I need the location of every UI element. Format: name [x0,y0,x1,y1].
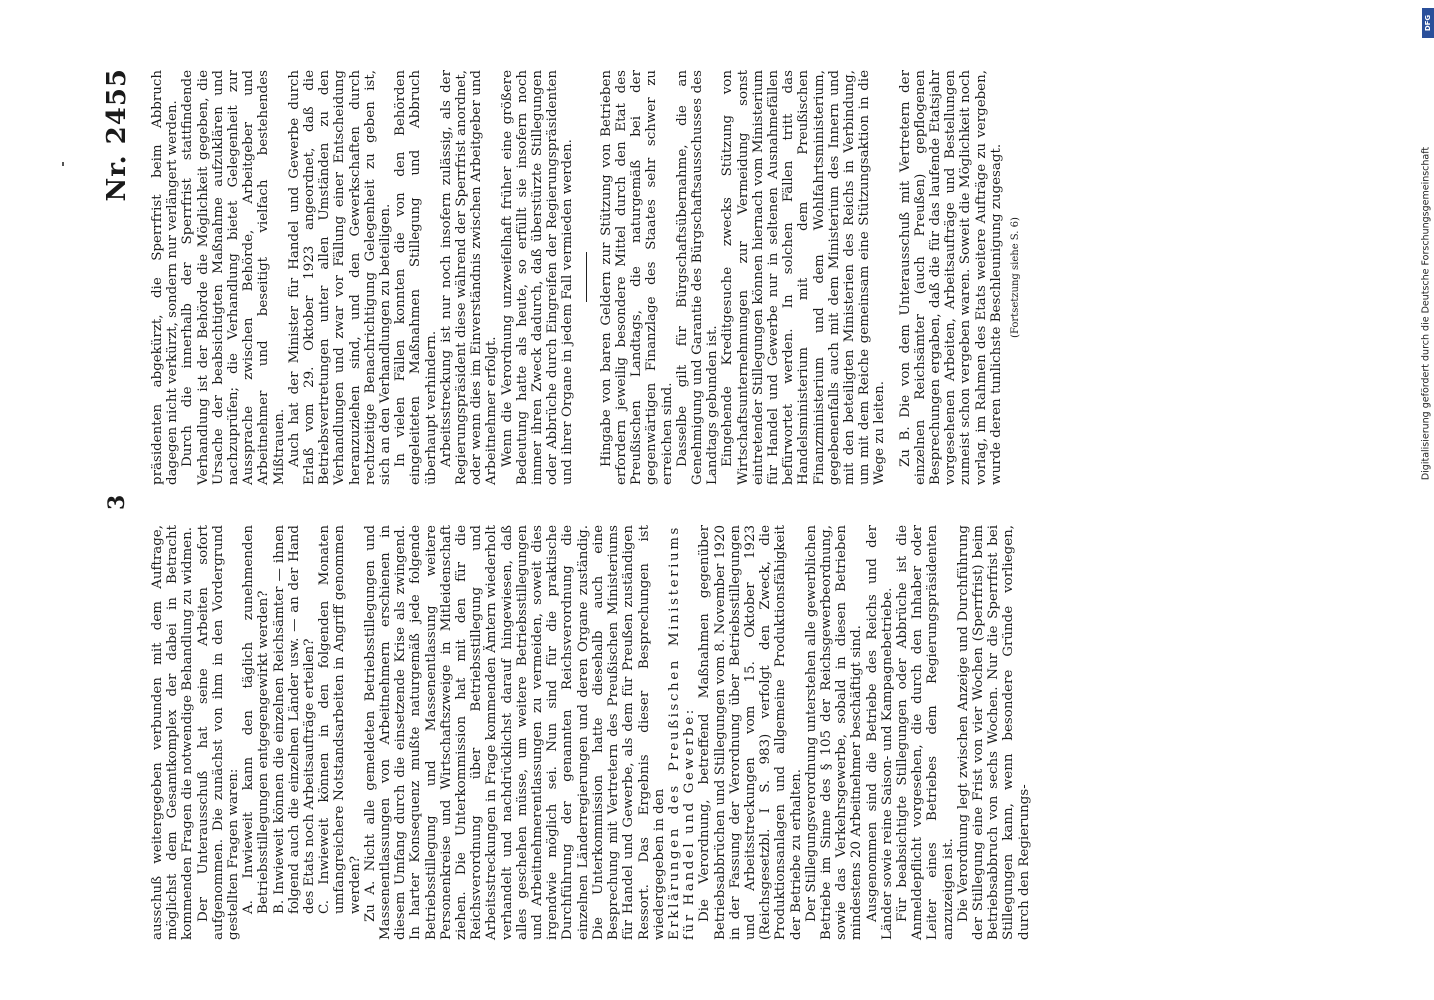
dfg-logo-text: DFG [1424,14,1432,32]
paragraph: Der Stillegungsverordnung unterstehen alle gewerblichen Betriebe im Sinne des § 105 der Reichsgewerbeordnung, sowie das Verkehrsgewerbe, sobald in diesen Betrieben mindestens 20 Arbeitnehmer beschäftigt sind. [803,525,865,940]
paragraph: In vielen Fällen konnten die von den Behörden eingeleiteten Maßnahmen Stillegung und Abbruch überhaupt verhindern. [393,70,439,485]
paragraph: Zu B. Die von dem Unterausschuß mit Vertretern der einzelnen Reichsämter (auch Preußen) gepflogenen Besprechungen ergaben, daß die für das laufende Etatsjahr vorgesehenen Arbeiten, Arbeitsaufträge und Bestellungen zumeist schon vergeben waren. Soweit die Möglichkeit noch vorlag, im Rahmen des Etats weitere Aufträge zu vergeben, wurde deren tunlichste Beschleunigung zugesagt. [897,70,1004,485]
paragraph: Die Verordnung, betreffend Maßnahmen gegenüber Betriebsabbrüchen und Stillegungen vom 8. November 1920 in der Fassung der Verordnung über Betriebsstillegungen und Arbeitsstreckungen vom 15. Oktober 1923 (Reichsgesetzbl. I S. 983) verfolgt den Zweck, die Produktionsanlagen und allgemeine Produktionsfähigkeit der Betriebe zu erhalten. [697,525,804,940]
paragraph: Durch die innerhalb der Sperrfrist stattfindende Verhandlung ist der Behörde die Möglichkeit gegeben, die Ursache der beabsichtigten Maßnahme aufzuklären und nachzuprüfen; die Verhandlung bietet Gelegenheit zur Aussprache zwischen Behörde, Arbeitgeber und Arbeitnehmer und beseitigt vielfach bestehendes Mißtrauen. [180,70,287,485]
paragraph: Wenn die Verordnung unzweifelhaft früher eine größere Bedeutung hatte als heute, so erfüllt sie insofern noch immer ihren Zweck dadurch, daß überstürzte Stillegungen oder Abbrüche durch Eingreifen der Regierungspräsidenten und ihrer Organe in jedem Fall vermieden werden. [499,70,576,485]
question-b: B. Inwieweit können die einzelnen Reichsämter — ihnen folgend auch die einzelnen Länder usw. — an der Hand des Etats noch Arbeitsaufträge erteilen? [271,525,318,914]
paragraph: Hingabe von baren Geldern zur Stützung von Betrieben erfordern jeweilig besondere Mittel durch den Etat des Preußischen Landtags, die naturgemäß bei der gegenwärtigen Finanzlage des Staates sehr schwer zu erreichen sind. [598,70,675,485]
paragraph: Arbeitsstreckung ist nur noch insofern zulässig, als der Regierungspräsident diese während der Sperrfrist anordnet, oder wenn dies im Einverständnis zwischen Arbeitgeber und Arbeitnehmer erfolgt. [438,70,500,485]
paragraph: Dasselbe gilt für Bürgschaftsübernahme, die an Genehmigung und Garantie des Bürgschaftsausschusses des Landtags gebunden ist. [674,70,721,485]
rotated-document-page [102,60,1332,940]
page-number: 3 [104,494,130,510]
question-c: C. Inwieweit können in den folgenden Monaten umfangreichere Notstandsarbeiten in Angriff genommen werden? [317,525,363,914]
page-header [102,60,142,940]
digitization-credit-text: Digitalisierung gefördert durch die Deutsche Forschungsgemeinschaft [1420,146,1432,481]
digitization-credit [1419,8,1433,992]
right-column [150,70,1023,485]
paragraph: Zu A. Nicht alle gemeldeten Betriebsstillegungen und Massenentlassungen von Arbeitnehmern erschienen in diesem Umfang durch die einsetzende Krise als zwingend. In harter Konsequenz mußte naturgemäß jede folgende Betriebsstillegung und Massenentlassung weitere Personenkreise und Wirtschaftszweige in Mitleidenschaft ziehen. Die Unterkommission hat mit den für die Reichsverordnung über Betriebsstillegung und Arbeitsstreckungen in Frage kommenden Ämtern wiederholt verhandelt und nachdrücklichst darauf hingewiesen, daß alles geschehen müsse, um weitere Betriebsstillegungen und Arbeitnehmerentlassungen zu vermeiden, soweit dies irgendwie möglich sei. Nun sind für die praktische Durchführung der genannten Reichsverordnung die einzelnen Länderregierungen und deren Organe zuständig. Die Unterkommission hatte diesehalb auch eine Besprechung mit Vertretern des Preußischen Ministeriums für Handel und Gewerbe, als dem für Preußen zuständigen Ressort. Das Ergebnis dieser Besprechungen ist wiedergegeben in den [362,525,667,940]
continued-note: (Fortsetzung siehe S. 6) [1009,217,1021,338]
paragraph: Eingehende Kreditgesuche zwecks Stützung von Wirtschaftsunternehmungen zur Vermeidung sonst eintretender Stillegungen können hiernach vom Ministerium für Handel und Gewerbe nur in seltenen Ausnahmefällen befürwortet werden. In solchen Fällen tritt das Handelsministerium mit dem Preußischen Finanzministerium und dem Wohlfahrtsministerium, gegebenenfalls auch mit dem Ministerium des Innern und mit den beteiligten Ministerien des Reichs in Verbindung, um mit dem Reiche gemeinsam eine Stützungsaktion in die Wege zu leiten. [720,70,888,485]
paragraph: Auch hat der Minister für Handel und Gewerbe durch Erlaß vom 29. Oktober 1923 angeordnet, daß die Betriebsvertretungen unter allen Umständen zu den Verhandlungen und zwar vor Fällung einer Entscheidung heranzuziehen sind, und den Gewerkschaften durch rechtzeitige Benachrichtigung Gelegenheit zu geben ist, sich an den Verhandlungen zu beteiligen. [286,70,394,485]
paragraph: Für beabsichtigte Stillegungen oder Abbrüche ist die Anmeldepflicht vorgesehen, die durch den Inhaber oder Leiter eines Betriebes dem Regierungspräsidenten anzuzeigen ist. [894,525,956,940]
left-column [150,525,1032,940]
ministry-declaration-heading: Erklärungen des Preußischen Ministeriums für Handel und Gewerbe: [666,525,698,940]
paragraph: Der Unterausschuß hat seine Arbeiten sofort aufgenommen. Die zunächst von ihm in den Vordergrund gestellten Fragen waren: [195,525,242,940]
scan-speck [62,162,64,166]
section-divider [586,253,587,303]
paragraph: ausschuß weitergegeben verbunden mit dem Auftrage, möglichst dem Gesamtkomplex der dabei in Betracht kommenden Fragen die notwendige Behandlung zu widmen. [150,525,196,940]
paragraph: Ausgenommen sind die Betriebe des Reichs und der Länder sowie reine Saison- und Kampagnebetriebe. [864,525,895,940]
issue-number: Nr. 2455 [102,68,132,202]
question-a: A. Inwieweit kann den täglich zunehmenden Betriebsstillegungen entgegengewirkt werden? [241,525,272,914]
paragraph: präsidenten abgekürzt, die Sperrfrist beim Abbruch dagegen nicht verkürzt, sondern nur verlängert werden. [150,70,181,485]
paragraph: Die Verordnung legt zwischen Anzeige und Durchführung der Stillegung eine Frist von vier Wochen (Sperrfrist) beim Betriebsabbruch von sechs Wochen. Nur die Sperrfrist bei Stillegungen kann, wenn besondere Gründe vorliegen, durch den Regierungs- [955,525,1032,940]
